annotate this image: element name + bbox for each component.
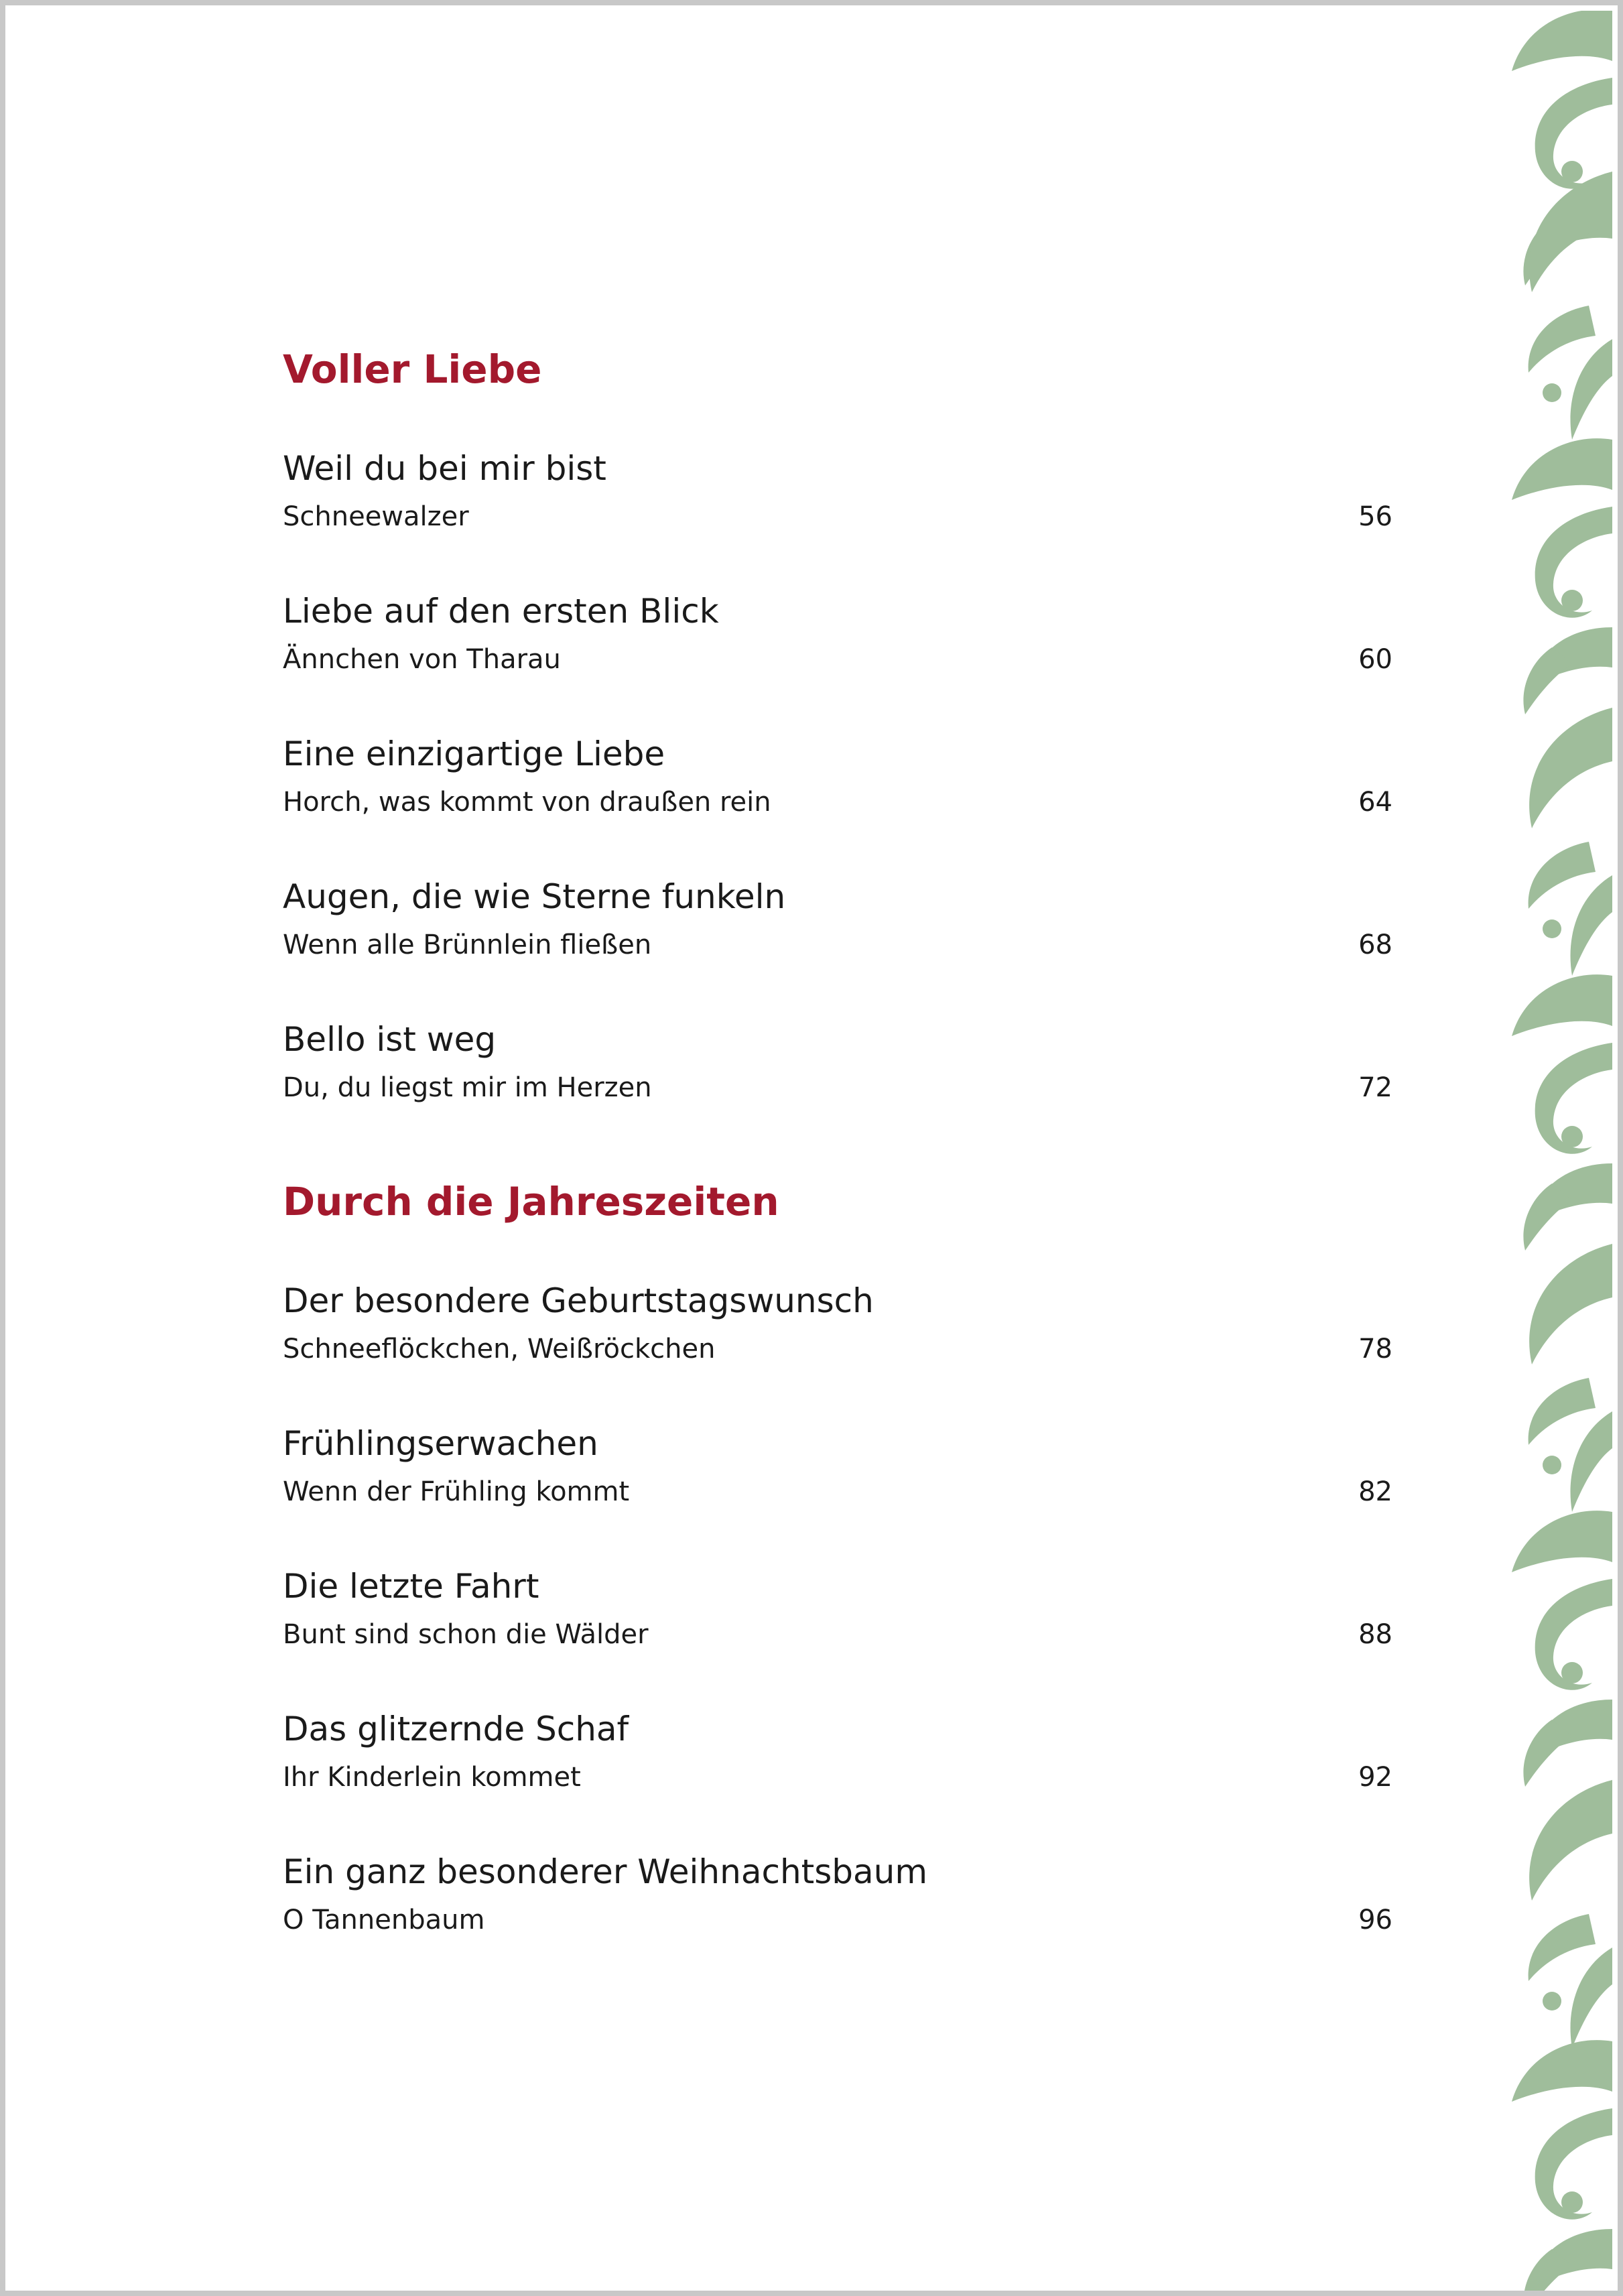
story-title: Weil du bei mir bist — [283, 449, 606, 488]
section-heading: Durch die Jahreszeiten — [283, 1179, 779, 1224]
toc-entry — [283, 1566, 1392, 1666]
toc-entry — [283, 1851, 1392, 1952]
story-title: Die letzte Fahrt — [283, 1567, 539, 1606]
page-number: 56 — [1358, 501, 1392, 532]
song-title: Wenn alle Brünnlein fließen — [283, 930, 652, 960]
story-title: Bello ist weg — [283, 1020, 497, 1059]
song-title: Horch, was kommt von draußen rein — [283, 787, 771, 818]
song-title: Ännchen von Tharau — [283, 644, 561, 675]
toc-entry — [283, 1019, 1392, 1119]
page-number: 64 — [1358, 787, 1392, 818]
toc-entry — [283, 590, 1392, 691]
floral-ornament-border — [1472, 11, 1612, 2296]
story-title: Der besondere Geburtstagswunsch — [283, 1281, 874, 1320]
page-number: 78 — [1358, 1334, 1392, 1364]
toc-entry — [283, 448, 1392, 548]
song-title: Schneeflöckchen, Weißröckchen — [283, 1334, 716, 1364]
page-number: 96 — [1358, 1905, 1392, 1935]
toc-entry — [283, 1423, 1392, 1523]
story-title: Liebe auf den ersten Blick — [283, 592, 719, 631]
page-number: 72 — [1358, 1072, 1392, 1103]
page-number: 88 — [1358, 1619, 1392, 1650]
toc-entry — [283, 1708, 1392, 1809]
page-number: 60 — [1358, 644, 1392, 675]
story-title: Frühlingserwachen — [283, 1424, 598, 1463]
page-number: 82 — [1358, 1476, 1392, 1507]
song-title: O Tannenbaum — [283, 1905, 485, 1935]
leaf-swirl-icon — [1472, 11, 1612, 2296]
song-title: Ihr Kinderlein kommet — [283, 1762, 581, 1793]
song-title: Wenn der Frühling kommt — [283, 1476, 630, 1507]
song-title: Du, du liegst mir im Herzen — [283, 1072, 652, 1103]
song-title: Schneewalzer — [283, 501, 469, 532]
story-title: Ein ganz besonderer Weihnachtsbaum — [283, 1852, 928, 1891]
toc-entry — [283, 733, 1392, 834]
story-title: Augen, die wie Sterne funkeln — [283, 877, 786, 916]
page-number: 68 — [1358, 930, 1392, 960]
story-title: Das glitzernde Schaf — [283, 1710, 629, 1748]
toc-entry — [283, 876, 1392, 976]
page-number: 92 — [1358, 1762, 1392, 1793]
story-title: Eine einzigartige Liebe — [283, 735, 665, 773]
section-heading: Voller Liebe — [283, 346, 542, 392]
toc-entry — [283, 1280, 1392, 1381]
song-title: Bunt sind schon die Wälder — [283, 1619, 649, 1650]
